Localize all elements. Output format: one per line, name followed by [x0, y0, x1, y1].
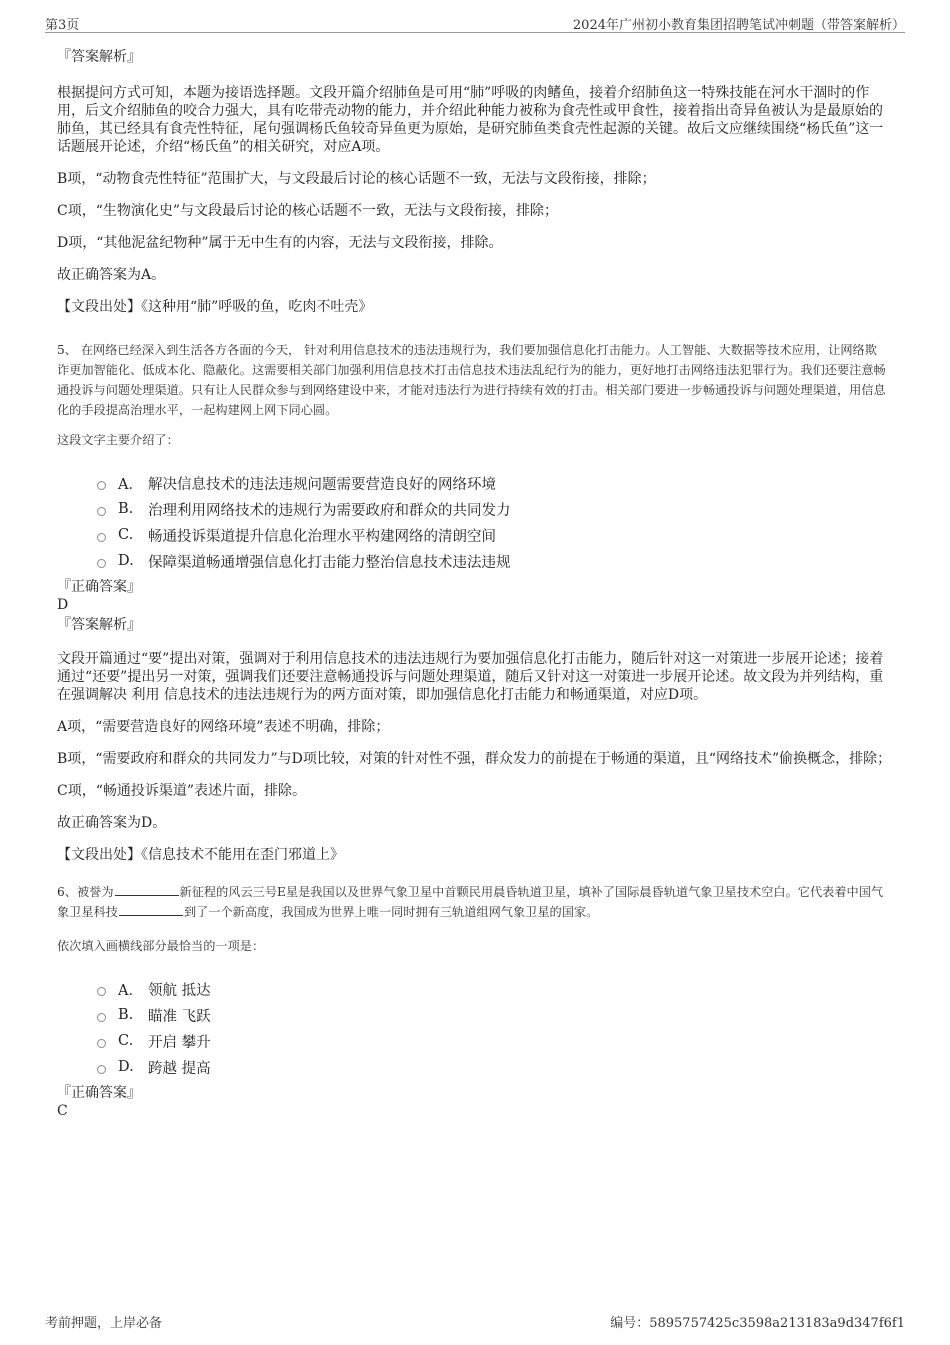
- radio-icon[interactable]: [97, 507, 106, 516]
- analysis-option-c: C项，“畅通投诉渠道”表述片面，排除。: [57, 783, 307, 799]
- option-letter: A．: [118, 476, 143, 493]
- stem-part-1: 6、被誉为: [57, 885, 114, 899]
- source-citation: 【文段出处】《这种用“肺”呼吸的鱼，吃肉不吐壳》: [57, 299, 373, 315]
- radio-icon[interactable]: [97, 559, 106, 568]
- analysis-option-a: A项，“需要营造良好的网络环境”表述不明确，排除；: [57, 719, 390, 735]
- radio-icon[interactable]: [97, 1013, 106, 1022]
- blank-1[interactable]: [115, 883, 179, 896]
- option-text: 治理利用网络技术的违规行为需要政府和群众的共同发力: [148, 502, 511, 519]
- option-b[interactable]: [97, 496, 897, 522]
- analysis-label: 『答案解析』: [57, 617, 141, 633]
- option-a[interactable]: [97, 976, 897, 1002]
- answer-label: 『正确答案』: [57, 579, 141, 595]
- option-text: 跨越 提高: [148, 1060, 211, 1077]
- stem-part-2: 新征程的风云三号E星是我国以及世界气象卫星中首颗民用晨昏轨道卫星，填补了国际晨昏轨道气象卫星技术空白。它代表着中国气象卫星科技: [57, 885, 884, 919]
- analysis-option-b: B项，“动物食壳性特征”范围扩大，与文段最后讨论的核心话题不一致，无法与文段衔接，排除；: [57, 171, 656, 187]
- radio-icon[interactable]: [97, 533, 106, 542]
- option-text: 开启 攀升: [148, 1034, 211, 1051]
- question-5-prompt: 这段文字主要介绍了：: [57, 433, 179, 447]
- code-value: 5895757425c3598a213183a9d347f6f1: [649, 1316, 905, 1331]
- stem-part-3: 到了一个新高度，我国成为世界上唯一同时拥有三轨道组网气象卫星的国家。: [183, 905, 599, 919]
- option-d[interactable]: [97, 548, 897, 574]
- document-code: [610, 1312, 905, 1331]
- question-6-stem: [57, 882, 892, 922]
- option-letter: A．: [118, 982, 143, 999]
- analysis-label: 『答案解析』: [57, 49, 141, 65]
- option-letter: B.: [118, 1007, 134, 1023]
- source-citation: 【文段出处】《信息技术不能用在歪门邪道上》: [57, 847, 344, 863]
- radio-icon[interactable]: [97, 1065, 106, 1074]
- option-b[interactable]: [97, 1002, 897, 1028]
- option-c[interactable]: [97, 522, 897, 548]
- option-d[interactable]: [97, 1054, 897, 1080]
- question-5-options: [97, 470, 897, 574]
- page-header: [45, 12, 905, 33]
- code-label: 编号：: [610, 1316, 650, 1331]
- option-text: 解决信息技术的违法违规问题需要营造良好的网络环境: [148, 476, 496, 493]
- option-letter: B.: [118, 501, 134, 517]
- analysis-option-b: B项，“需要政府和群众的共同发力”与D项比较，对策的针对性不强，群众发力的前提在于畅通的渠道，且“网络技术”偷换概念，排除；: [57, 751, 892, 767]
- radio-icon[interactable]: [97, 481, 106, 490]
- analysis-option-d: D项，“其他泥盆纪物种”属于无中生有的内容，无法与文段衔接，排除。: [57, 235, 503, 251]
- option-a[interactable]: [97, 470, 897, 496]
- option-c[interactable]: [97, 1028, 897, 1054]
- answer-value: D: [57, 597, 69, 613]
- option-letter: C.: [118, 527, 134, 543]
- option-text: 畅通投诉渠道提升信息化治理水平构建网络的清朗空间: [148, 528, 496, 545]
- analysis-option-c: C项，“生物演化史”与文段最后讨论的核心话题不一致，无法与文段衔接，排除；: [57, 203, 559, 219]
- question-5-stem: 5、 在网络已经深入到生活各方各面的今天， 针对利用信息技术的违法违规行为，我们要加强信息化打击能力。人工智能、大数据等技术应用，让网络欺诈更加智能化、低成本化、隐蔽化。这需要相关部门加强利用信息技术打击信息技术违法乱纪行为的能力，更好地打击网络违法犯罪行为。我们还要注意畅通投诉与问题处理渠道。只有让人民群众参与到网络建设中来，才能对违法行为进行持续有效的打击。相关部门要进一步畅通投诉与问题处理渠道，用信息化的手段提高治理水平，一起构建网上网下同心圆。: [57, 343, 886, 417]
- question-6-options: [97, 976, 897, 1080]
- option-letter: D.: [118, 1059, 134, 1075]
- option-letter: C.: [118, 1033, 134, 1049]
- radio-icon[interactable]: [97, 987, 106, 996]
- option-text: 瞄准 飞跃: [148, 1008, 211, 1025]
- radio-icon[interactable]: [97, 1039, 106, 1048]
- answer-label: 『正确答案』: [57, 1085, 141, 1101]
- blank-2[interactable]: [119, 903, 183, 916]
- page-content: [57, 40, 897, 1120]
- analysis-text: 文段开篇通过“要”提出对策，强调对于利用信息技术的违法违规行为要加强信息化打击能力，随后针对这一对策进一步展开论述；接着通过“还要”提出另一对策，强调我们还要注意畅通投诉与问题处理渠道，随后又针对这一对策进一步展开论述。故文段为并列结构，重在强调解决 利用 信息技术的违法违规行为的两方面对策，即加强信息化打击能力和畅通渠道，对应D项。: [57, 651, 884, 703]
- page-number: 第3页: [45, 18, 80, 33]
- answer-value: C: [57, 1103, 68, 1119]
- page-footer: [45, 1312, 905, 1330]
- analysis-text: 根据提问方式可知，本题为接语选择题。文段开篇介绍肺鱼是可用“肺”呼吸的肉鳍鱼，接着介绍肺鱼这一特殊技能在河水干涸时的作用，后文介绍肺鱼的咬合力强大，具有吃带壳动物的能力，并介绍此种能力被称为食壳性或甲食性，接着指出奇异鱼被认为是最原始的肺鱼，其已经具有食壳性特征，尾句强调杨氏鱼较奇异鱼更为原始，是研究肺鱼类食壳性起源的关键。故后文应继续围绕“杨氏鱼”这一话题展开论述，介绍“杨氏鱼”的相关研究，对应A项。: [57, 85, 884, 155]
- option-letter: D.: [118, 553, 134, 569]
- correct-answer-statement: 故正确答案为A。: [57, 267, 166, 283]
- correct-answer-statement: 故正确答案为D。: [57, 815, 167, 831]
- document-title: 2024年广州初小教育集团招聘笔试冲刺题（带答案解析）: [572, 18, 905, 33]
- footer-slogan: 考前押题，上岸必备: [45, 1316, 163, 1331]
- option-text: 领航 抵达: [148, 982, 211, 999]
- question-6-prompt: 依次填入画横线部分最恰当的一项是：: [57, 939, 265, 953]
- option-text: 保障渠道畅通增强信息化打击能力整治信息技术违法违规: [148, 554, 511, 571]
